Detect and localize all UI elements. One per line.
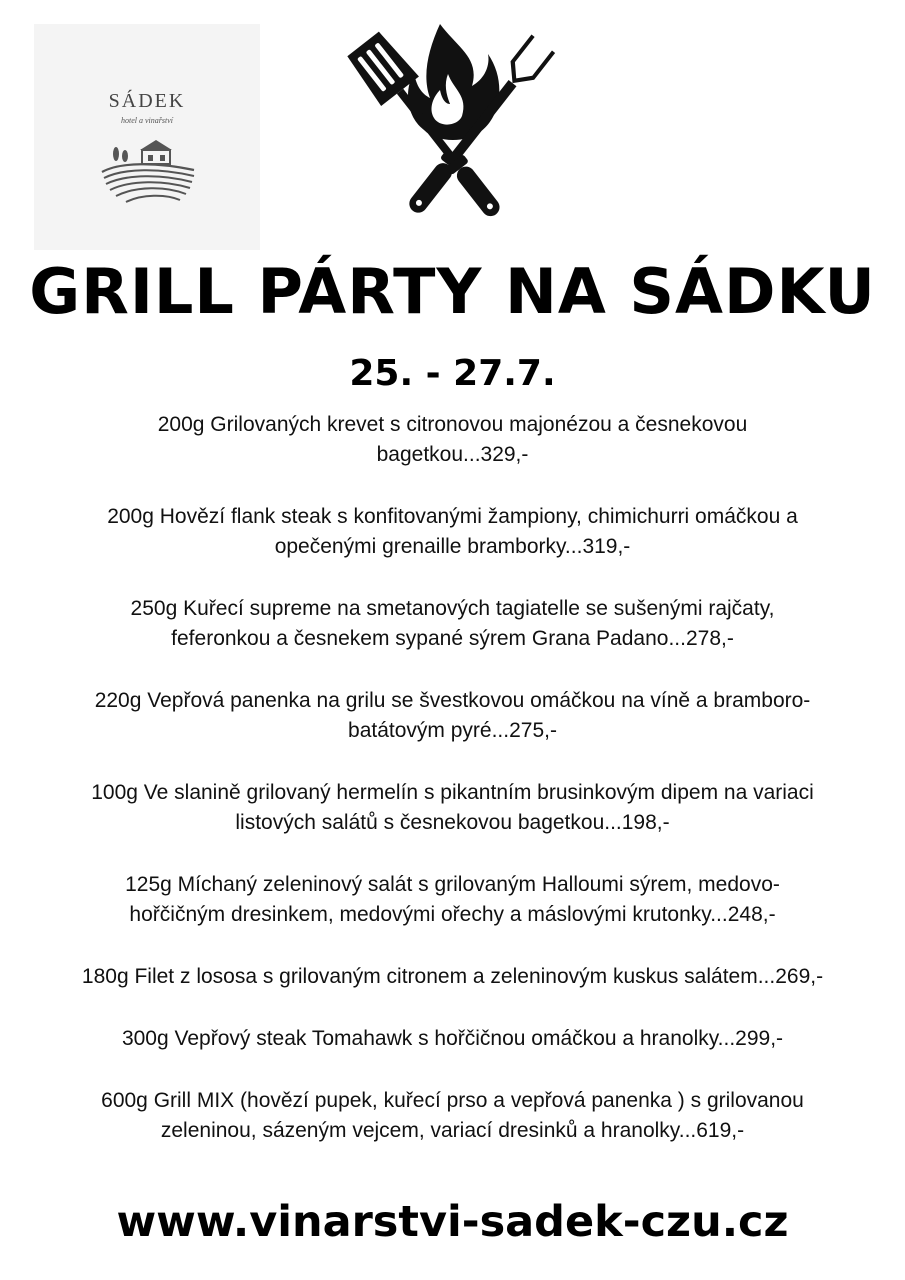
menu-item-line: bagetkou...329,- [376,443,529,466]
menu-item [20,1086,885,1148]
page-title: GRILL PÁRTY NA SÁDKU [29,255,876,328]
menu-item-line: 200g Grilovaných krevet s citronovou majonézou a česnekovou [157,413,748,436]
event-dates: 25. - 27.7. [349,353,556,394]
menu-item-line: 180g Filet z lososa s grilovaným citronem a zeleninovým kuskus salátem...269,- [81,965,824,988]
menu-item-line: opečenými grenaille bramborky...319,- [274,535,631,558]
menu-item [20,502,885,564]
menu-item [20,778,885,840]
menu-item-line: listových salátů s česnekovou bagetkou...198,- [235,811,670,834]
hotel-logo [34,24,260,250]
menu-item-line: 250g Kuřecí supreme na smetanových tagiatelle se sušenými rajčaty, [130,597,775,620]
menu-item-line: 600g Grill MIX (hovězí pupek, kuřecí prso a vepřová panenka ) s grilovanou [101,1089,804,1112]
website-url: www.vinarstvi-sadek-czu.cz [116,1197,789,1247]
menu-item [20,870,885,932]
menu-item-line: hořčičným dresinkem, medovými ořechy a máslovými krutonky...248,- [129,903,776,926]
menu-item-line: batátovým pyré...275,- [348,719,557,742]
menu-item-line: 200g Hovězí flank steak s konfitovanými žampiony, chimichurri omáčkou a [107,505,798,528]
menu-item-line: feferonkou a česnekem sypané sýrem Grana Padano...278,- [171,627,734,650]
bbq-fork-spatula-flame-icon [330,20,580,235]
menu-item-line: 125g Míchaný zeleninový salát s grilovaným Halloumi sýrem, medovo- [125,873,780,896]
menu-list [20,410,885,1178]
logo-brand-name: SÁDEK [108,90,186,112]
menu-item [20,410,885,472]
menu-item [20,962,885,992]
menu-item [20,1024,885,1054]
menu-item-line: 220g Vepřová panenka na grilu se švestkovou omáčkou na víně a bramboro- [94,689,811,712]
menu-item [20,594,885,656]
menu-item-line: zeleninou, sázeným vejcem, variací dresinků a hranolky...619,- [160,1119,745,1142]
vineyard-hills-house-icon [100,128,196,208]
logo-tagline: hotel a vinařství [121,116,173,125]
menu-item-line: 100g Ve slanině grilovaný hermelín s pikantním brusinkovým dipem na variaci [91,781,814,804]
menu-item-line: 300g Vepřový steak Tomahawk s hořčičnou omáčkou a hranolky...299,- [121,1027,784,1050]
menu-item [20,686,885,748]
